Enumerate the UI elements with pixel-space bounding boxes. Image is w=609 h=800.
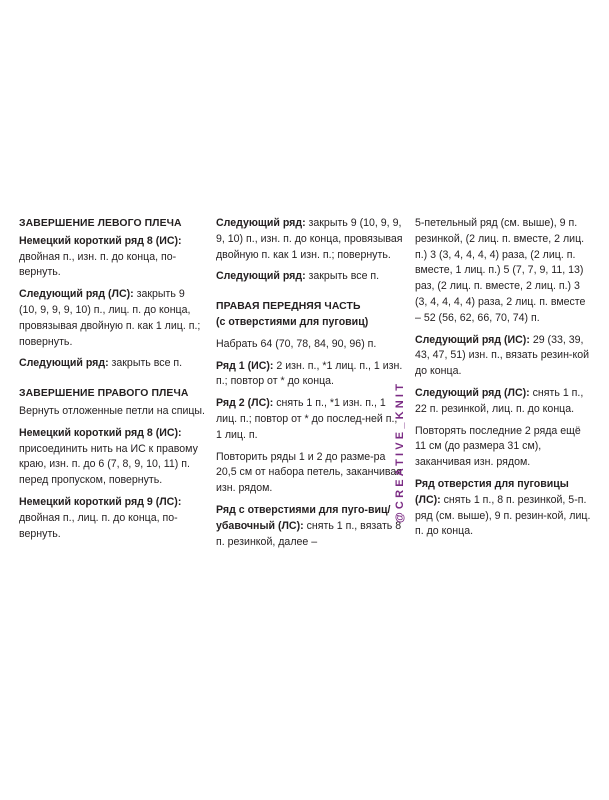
row-heading: Ряд 2 (ЛС): (216, 397, 274, 410)
row-text: снять 1 п., 8 п. резинкой, 5-п. ряд (см. выше), 9 п. резин-кой, лиц. п. до конца. (415, 493, 591, 538)
paragraph (19, 287, 205, 350)
row-heading: Следующий ряд (ИС): (415, 333, 530, 346)
row-text: снять 1 п., вязать 8 п. резинкой, далее – (216, 519, 402, 548)
row-text: снять 1 п., *1 изн. п., 1 лиц. п.; повтор от * до послед-ней п., 1 лиц. п. (216, 397, 398, 441)
row-heading: Ряд 1 (ИС): (216, 359, 274, 372)
row-text: Набрать 64 (70, 78, 84, 90, 96) п. (216, 337, 377, 350)
row-text: Повторить ряды 1 и 2 до разме-ра 20,5 см от набора петель, заканчивая изн. рядом. (216, 450, 403, 495)
section-title-right-shoulder: ЗАВЕРШЕНИЕ ПРАВОГО ПЛЕЧА (19, 388, 189, 400)
row-heading: Следующий ряд (ЛС): (19, 288, 134, 301)
paragraph (415, 333, 593, 380)
paragraph (216, 503, 406, 550)
column-2 (216, 216, 406, 556)
paragraph (216, 359, 406, 391)
row-text: Повторять последние 2 ряда ещё 11 см (до размера 31 см), заканчивая изн. рядом. (415, 424, 581, 469)
paragraph (19, 495, 205, 542)
row-text: 2 изн. п., *1 лиц. п., 1 изн. п.; повтор от * до конца. (216, 359, 403, 388)
row-heading: Ряд с отверстиями для пуго-виц/убавочный (ЛС): (216, 503, 391, 532)
paragraph (19, 404, 205, 420)
row-text: снять 1 п., 22 п. резинкой, лиц. п. до конца. (415, 386, 584, 415)
paragraph (415, 477, 593, 540)
row-text: 29 (33, 39, 43, 47, 51) изн. п., вязать резин-кой до конца. (415, 333, 590, 378)
column-3 (415, 216, 593, 546)
row-text: закрыть 9 (10, 9, 9, 9, 10) п., изн. п. до конца, провязывая двойную п. как 1 изн. п.; повернуть. (216, 217, 403, 261)
row-text: Вернуть отложенные петли на спицы. (19, 404, 205, 417)
paragraph (415, 216, 593, 327)
paragraph (216, 216, 406, 263)
section-title-left-shoulder: ЗАВЕРШЕНИЕ ЛЕВОГО ПЛЕЧА (19, 218, 182, 229)
paragraph (216, 450, 406, 497)
row-heading: Немецкий короткий ряд 8 (ИС): (19, 234, 182, 247)
row-text: закрыть все п. (305, 270, 380, 283)
row-text: двойная п., лиц. п. до конца, по-вернуть. (19, 511, 178, 540)
row-text: 5-петельный ряд (см. выше), 9 п. резинкой, (2 лиц. п. вместе, 2 лиц. п.) 3 (3, 4, 4, 4, 4) раза, (2 лиц. п. вместе, 1 лиц. п.) 5 (7, 7, 9, 11, 13) раз, (2 лиц. п. вместе, 2 лиц. п.) 3 (3, 4, 4, 4, 4) раза, 2 лиц. п. вместе – 52 (56, 62, 66, 70, 74) п. (415, 217, 586, 324)
paragraph (415, 424, 593, 471)
paragraph (19, 234, 205, 281)
paragraph (216, 269, 406, 285)
section-subtitle: (с отверстиями для пуговиц) (216, 315, 369, 328)
row-heading: Следующий ряд: (216, 270, 306, 283)
paragraph (216, 396, 406, 443)
section-title-right-front: ПРАВАЯ ПЕРЕДНЯЯ ЧАСТЬ (216, 301, 361, 313)
paragraph (216, 337, 406, 353)
row-text: присоединить нить на ИС к правому краю, изн. п. до 6 (7, 8, 9, 10, 11) п. перед пропуском, повернуть. (19, 442, 198, 487)
row-heading: Немецкий короткий ряд 9 (ЛС): (19, 495, 182, 508)
row-heading: Следующий ряд (ЛС): (415, 386, 530, 399)
column-1 (19, 216, 205, 548)
row-heading: Немецкий короткий ряд 8 (ИС): (19, 426, 182, 439)
paragraph (19, 426, 205, 489)
row-heading: Следующий ряд: (19, 357, 109, 370)
row-heading: Следующий ряд: (216, 217, 306, 229)
paragraph (19, 356, 205, 372)
row-text: закрыть все п. (108, 357, 183, 370)
row-text: двойная п., изн. п. до конца, по-вернуть. (19, 250, 177, 279)
paragraph (415, 386, 593, 418)
row-heading: Ряд отверстия для пуговицы (ЛС): (415, 477, 569, 506)
row-text: закрыть 9 (10, 9, 9, 9, 10) п., лиц. п. до конца, провязывая двойную п. как 1 лиц. п.; повернуть. (19, 288, 201, 348)
watermark-text: @CREATIVE_KNIT (394, 380, 406, 523)
